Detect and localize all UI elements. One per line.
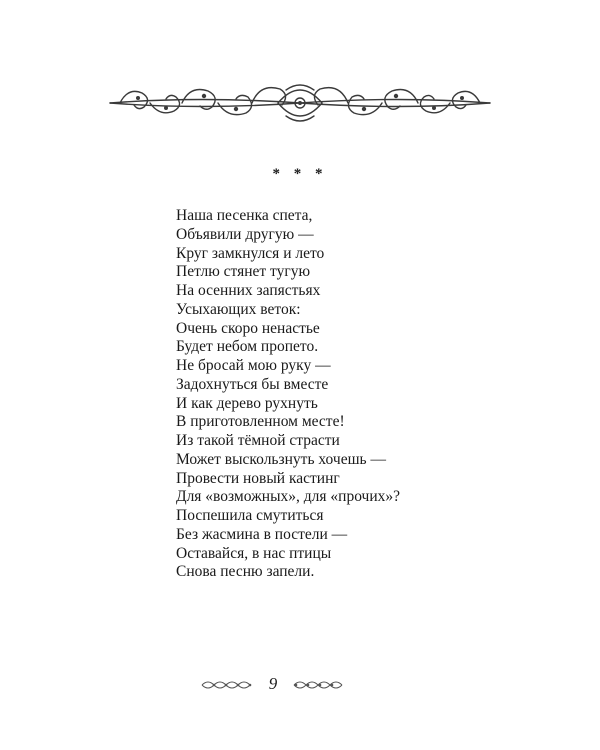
poem-line: Наша песенка спета, xyxy=(176,207,313,224)
page-footer xyxy=(0,670,600,700)
poem-line: Провести новый кастинг xyxy=(176,469,340,487)
page-number: 9 xyxy=(268,674,278,693)
poem-line: Без жасмина в постели — xyxy=(176,525,348,543)
poem-line: Петлю стянет тугую xyxy=(176,263,311,281)
section-separator-asterisks: * * * xyxy=(272,166,328,182)
poem-line: Задохнуться бы вместе xyxy=(176,375,329,393)
poem-line: Будет небом пропето. xyxy=(176,338,319,356)
poem-line: Для «возможных», для «прочих»? xyxy=(176,488,401,506)
poem-line: Поспешила смутиться xyxy=(176,507,324,524)
decorative-floral-ornament-icon xyxy=(100,76,500,130)
poem-line: Оставайся, в нас птицы xyxy=(176,544,332,562)
poem-line: В приготовленном месте! xyxy=(176,413,345,431)
lace-ornament-left-icon xyxy=(200,677,256,693)
lace-ornament-right-icon xyxy=(290,677,346,693)
poem-line: Объявили другую — xyxy=(176,225,314,243)
poem-text xyxy=(176,207,400,582)
poem-line: Очень скоро ненастье xyxy=(176,319,320,337)
poem-line: Усыхающих веток: xyxy=(176,300,301,318)
poem-line: На осенних запястьях xyxy=(176,282,321,299)
poem-line: Может выскользнуть хочешь — xyxy=(176,450,386,468)
poem-line: Круг замкнулся и лето xyxy=(176,244,325,262)
poem-line: И как дерево рухнуть xyxy=(176,394,318,412)
poem-line: Не бросай мою руку — xyxy=(176,357,331,374)
poem-line: Снова песню запели. xyxy=(176,563,315,581)
poem-line: Из такой тёмной страсти xyxy=(176,432,340,449)
